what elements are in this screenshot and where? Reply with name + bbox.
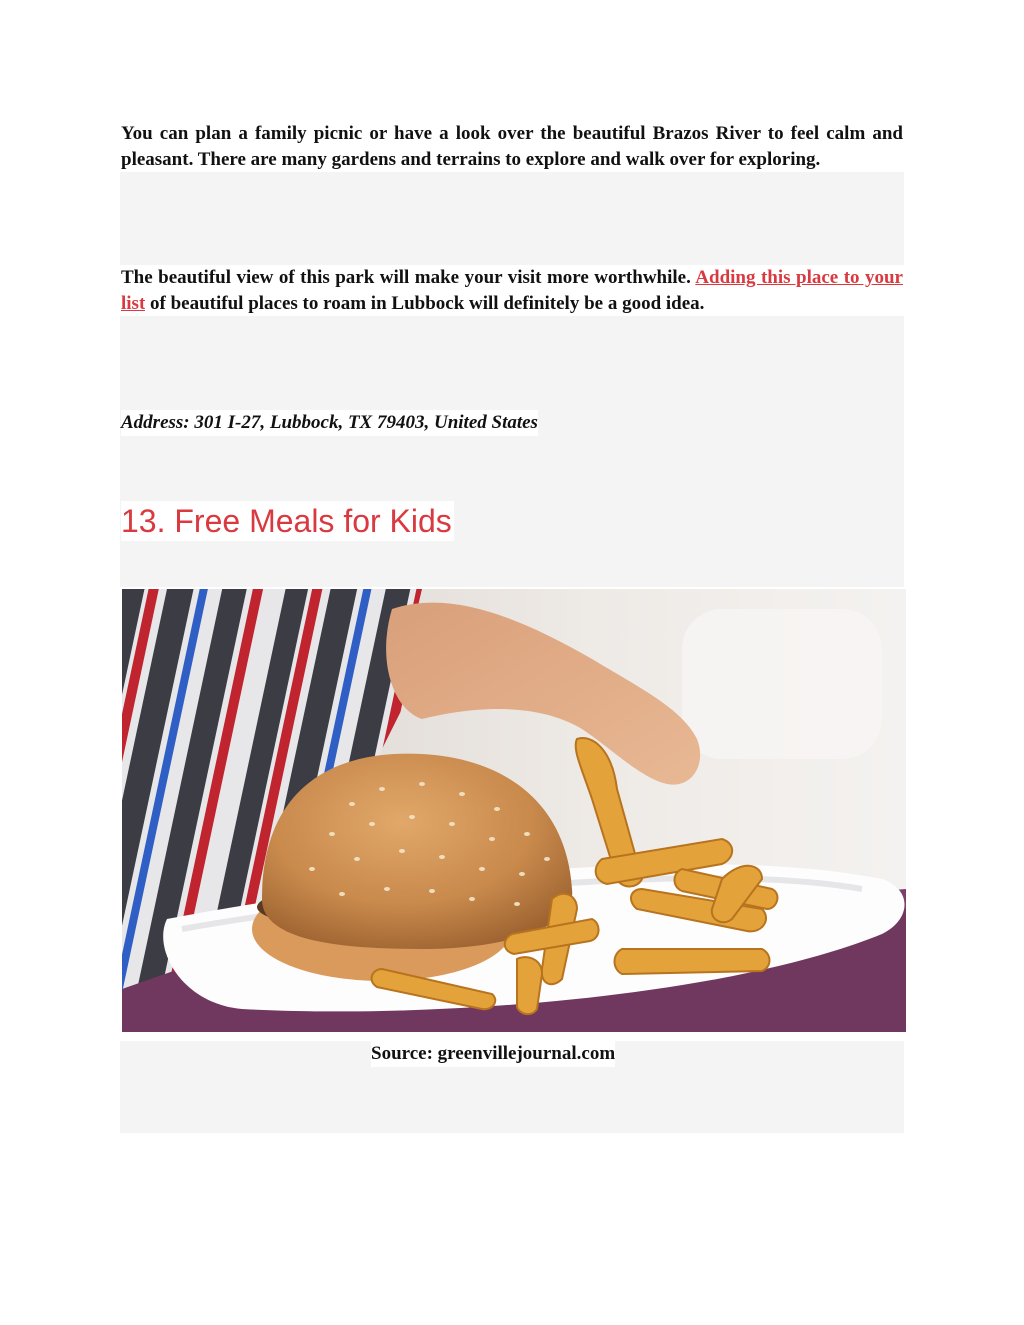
- add-to-list-link[interactable]: Adding this place to your list: [121, 267, 903, 314]
- park-view-text-before: The beautiful view of this park will make your visit more worthwhile.: [121, 267, 696, 288]
- intro-paragraph-text: You can plan a family picnic or have a look over the beautiful Brazos River to feel calm and pleasant. There are many gardens and terrains to explore and walk over for exploring.: [121, 123, 903, 170]
- image-source-caption: Source: greenvillejournal.com: [371, 1041, 615, 1067]
- kids-meal-photo: [122, 589, 906, 1032]
- paragraph-2-background: [120, 316, 904, 587]
- park-view-text-after: of beautiful places to roam in Lubbock will definitely be a good idea.: [145, 293, 705, 314]
- address-line: Address: 301 I-27, Lubbock, TX 79403, United States: [121, 410, 538, 436]
- paragraph-1-background: [120, 172, 904, 265]
- intro-paragraph: [121, 121, 903, 173]
- section-heading: 13. Free Meals for Kids: [121, 503, 452, 539]
- park-view-paragraph: [121, 265, 903, 317]
